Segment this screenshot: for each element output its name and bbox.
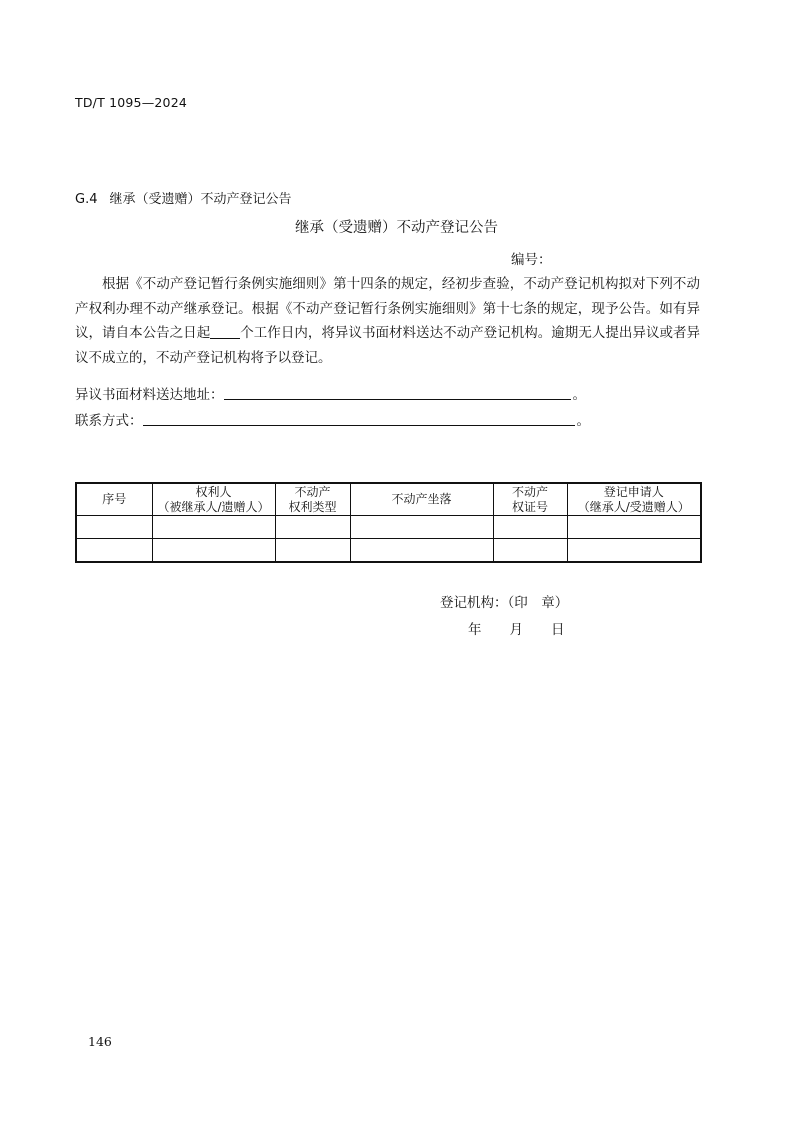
- table-row: [76, 539, 701, 563]
- table-header-cell: [350, 483, 493, 516]
- days-blank: [210, 324, 240, 339]
- address-label: 异议书面材料送达地址：: [75, 387, 224, 403]
- table-header-cell: [567, 483, 701, 516]
- date-line: [468, 618, 565, 638]
- table-cell: [567, 539, 701, 563]
- contact-blank-line: [143, 410, 575, 426]
- header-line1: 登记申请人: [603, 484, 664, 499]
- table-header-row: [76, 483, 701, 516]
- header-line1: 不动产: [294, 484, 331, 499]
- table-cell: [493, 516, 567, 539]
- header-line1: 不动产: [511, 484, 548, 499]
- number-label: 编号：: [511, 252, 552, 268]
- header-line2: （继承人/受遗赠人）: [577, 499, 690, 514]
- registration-authority-seal: 登记机构：（印 章）: [440, 595, 569, 611]
- table-row: [76, 516, 701, 539]
- month-label: 月: [509, 622, 523, 638]
- page-number: 146: [88, 1034, 112, 1049]
- document-id: TD/T 1095—2024: [75, 95, 188, 110]
- table-cell: [76, 516, 152, 539]
- table-cell: [152, 539, 275, 563]
- body-text-part1: 根据《不动产登记暂行条例实施细则》第十四条的规定，经初步查验，不动产登记机构拟对下列不动产权利办理不动产继承登记。根据《不动产登记暂行条例实施细则》第十七条的规定，现予公告。如有异议，请自本公告之日起: [75, 276, 700, 341]
- table-body: [76, 516, 701, 563]
- table-header-cell: [76, 483, 152, 516]
- contact-field-row: [75, 409, 590, 429]
- table-cell: [493, 539, 567, 563]
- day-label: 日: [551, 622, 565, 638]
- table-cell: [76, 539, 152, 563]
- property-table: [75, 482, 702, 563]
- section-title: 继承（受遗赠）不动产登记公告: [109, 192, 292, 207]
- address-field-row: [75, 383, 586, 403]
- table-cell: [350, 539, 493, 563]
- table-header-cell: [493, 483, 567, 516]
- table-header-cell: [152, 483, 275, 516]
- table-cell: [350, 516, 493, 539]
- body-text-part2: 个工作日内，将异议书面材料送达不动产登记机构。逾期无人提出异议或者异议不成立的，不动产登记机构将予以登记。: [75, 325, 701, 366]
- table-cell: [275, 516, 350, 539]
- table-cell: [152, 516, 275, 539]
- header-line2: 权证号: [511, 499, 548, 514]
- header-line2: （被继承人/遗赠人）: [157, 499, 270, 514]
- contact-label: 联系方式：: [75, 413, 143, 429]
- header-line2: 权利类型: [288, 499, 337, 514]
- section-heading: [75, 188, 292, 207]
- table-header-cell: [275, 483, 350, 516]
- table-cell: [567, 516, 701, 539]
- header-line1: 权利人: [195, 484, 232, 499]
- address-period: 。: [572, 387, 586, 403]
- year-label: 年: [468, 622, 482, 638]
- notice-title: 继承（受遗赠）不动产登记公告: [295, 220, 498, 236]
- header-line1: 序号: [102, 492, 127, 506]
- header-line1: 不动产坐落: [391, 492, 452, 506]
- notice-body: [75, 272, 700, 370]
- address-blank-line: [224, 384, 571, 400]
- section-number: G.4: [75, 192, 98, 207]
- contact-period: 。: [576, 413, 590, 429]
- table-cell: [275, 539, 350, 563]
